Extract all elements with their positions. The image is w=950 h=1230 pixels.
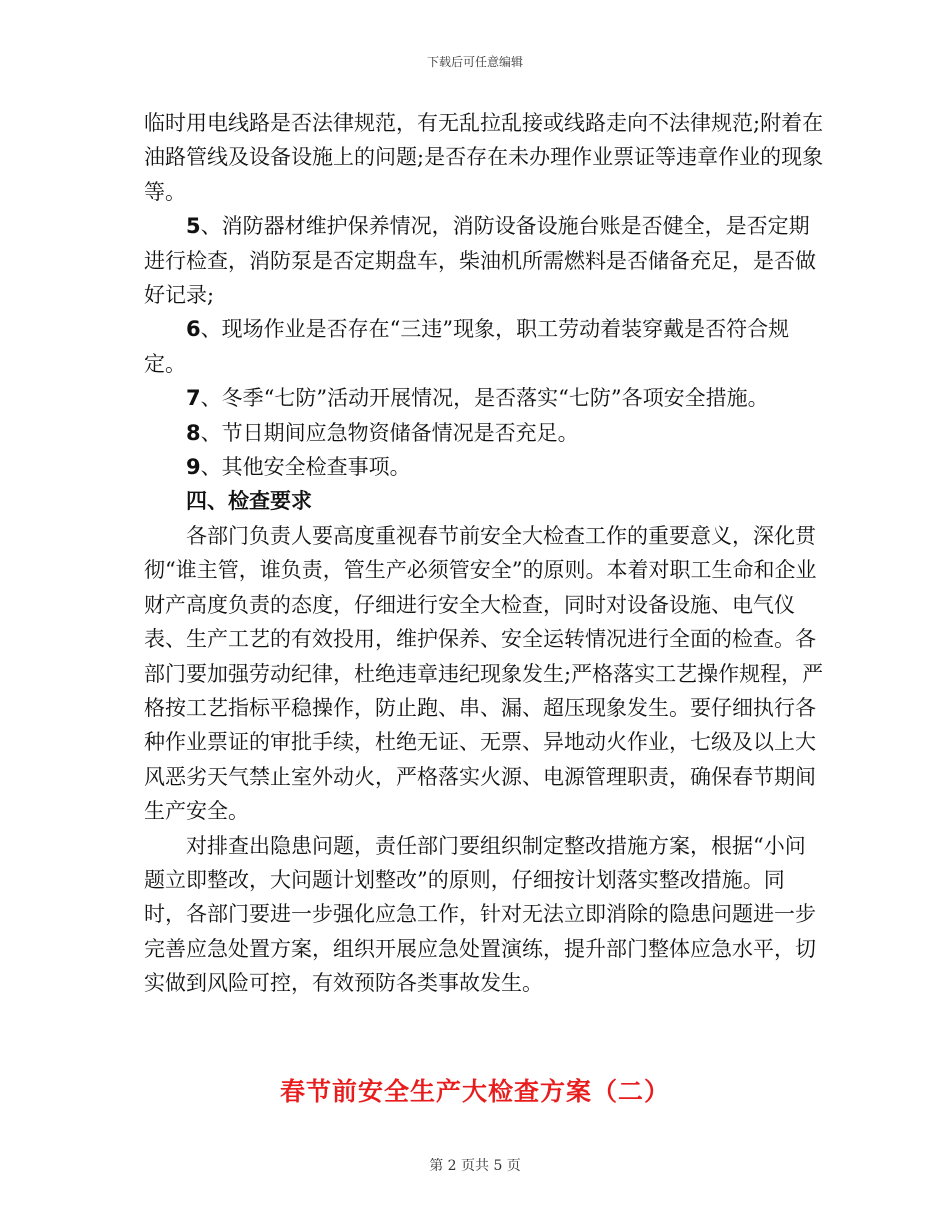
list-item-text: 、节日期间应急物资储备情况是否充足。 (200, 420, 579, 445)
document-subtitle: 春节前安全生产大检查方案（二） (279, 1077, 670, 1106)
list-item (144, 416, 824, 450)
list-item-text: 、现场作业是否存在“三违”现象，职工劳动着装穿戴是否符合规定。 (144, 317, 790, 376)
page-header: 下载后可任意编辑 (426, 55, 523, 69)
list-item-number: 8 (186, 420, 201, 445)
section-heading: 四、检查要求 (186, 489, 312, 514)
page-footer: 第 2 页共 5 页 (429, 1158, 521, 1174)
list-item-text: 、消防器材维护保养情况，消防设备设施台账是否健全，是否定期进行检查，消防泵是否定期盘车，柴油机所需燃料是否储备充足，是否做好记录; (144, 214, 816, 308)
list-item-text: 、其他安全检查事项。 (200, 455, 411, 480)
list-item-text: 、冬季“七防”活动开展情况，是否落实“七防”各项安全措施。 (200, 386, 769, 411)
body-paragraph: 各部门负责人要高度重视春节前安全大检查工作的重要意义，深化贯彻“谁主管，谁负责，管生产必须管安全”的原则。本着对职工生命和企业财产高度负责的态度，仔细进行安全大检查，同时对设备设施、电气仪表、生产工艺的有效投用，维护保养、安全运转情况进行全面的检查。各部门要加强劳动纪律，杜绝违章违纪现象发生;严格落实工艺操作规程，严格按工艺指标平稳操作，防止跑、串、漏、超压现象发生。要仔细执行各种作业票证的审批手续，杜绝无证、无票、异地动火作业，七级及以上大风恶劣天气禁止室外动火，严格落实火源、电源管理职责，确保春节期间生产安全。 (144, 523, 824, 824)
list-item (144, 381, 824, 415)
list-item (144, 312, 824, 381)
list-item-number: 6 (186, 317, 201, 342)
list-item (144, 450, 824, 484)
paragraph-text: 临时用电线路是否法律规范，有无乱拉乱接或线路走向不法律规范;附着在油路管线及设备设施上的问题;是否存在未办理作业票证等违章作业的现象等。 (144, 111, 824, 204)
list-item-number: 9 (186, 455, 201, 480)
list-item (144, 209, 824, 312)
list-item-number: 5 (186, 214, 201, 239)
body-paragraph: 对排查出隐患问题，责任部门要组织制定整改措施方案，根据“小问题立即整改，大问题计划整改”的原则，仔细按计划落实整改措施。同时，各部门要进一步强化应急工作，针对无法立即消除的隐患问题进一步完善应急处置方案，组织开展应急处置演练，提升部门整体应急水平，切实做到风险可控，有效预防各类事故发生。 (144, 833, 816, 996)
document-body (144, 106, 824, 1001)
paragraph-continuation (144, 106, 824, 209)
list-item-number: 7 (186, 386, 201, 411)
